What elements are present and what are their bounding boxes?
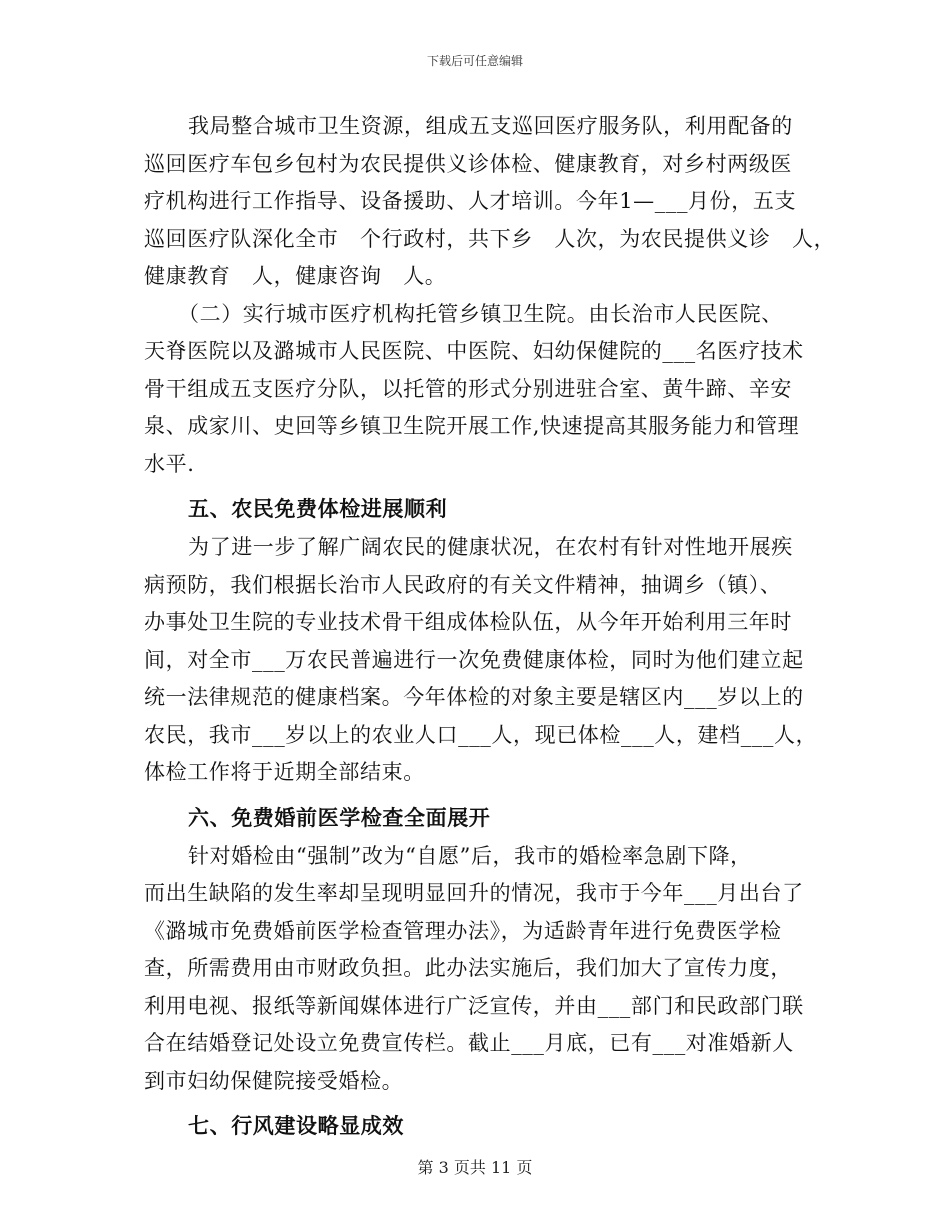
text-line: 间，对全市___万农民普遍进行一次免费健康体检，同时为他们建立起 — [144, 647, 804, 672]
text-line: 统一法律规范的健康档案。今年体检的对象主要是辖区内___岁以上的 — [144, 685, 804, 709]
paragraph-premarital-exams — [144, 838, 824, 1101]
text-line: 体检工作将于近期全部结束。 — [144, 760, 425, 784]
text-line: 而出生缺陷的发生率却呈现明显回升的情况，我市于今年___月出台了 — [144, 881, 804, 905]
text-line: 骨干组成五支医疗分队，以托管的形式分别进驻合室、黄牛蹄、辛安 — [144, 376, 792, 401]
text-line: 合在结婚登记处设立免费宣传栏。截止___月底，已有___对准婚新人 — [144, 1031, 794, 1055]
section-heading-5: 五、农民免费体检进展顺利 — [188, 496, 448, 521]
text-line: 水平. — [144, 451, 195, 476]
section-heading-6: 六、免费婚前医学检查全面展开 — [188, 804, 491, 830]
paragraph-hospital-trusteeship — [144, 296, 824, 484]
paragraph-free-checkups — [144, 529, 824, 792]
paragraph-rural-medical-teams — [144, 108, 836, 296]
text-line: 《潞城市免费婚前医学检查管理办法》，为适龄青年进行免费医学检 — [144, 918, 782, 943]
text-line: 天脊医院以及潞城市人民医院、中医院、妇幼保健院的___名医疗技术 — [144, 339, 804, 363]
text-line: 针对婚检由“强制”改为“自愿”后，我市的婚检率急剧下降， — [188, 843, 752, 868]
text-line: 办事处卫生院的专业技术骨干组成体检队伍，从今年开始利用三年时 — [144, 610, 792, 634]
text-line: 病预防，我们根据长治市人民政府的有关文件精神，抽调乡（镇）、 — [144, 572, 782, 597]
text-line: 查，所需费用由市财政负担。此办法实施后，我们加大了宣传力度， — [144, 956, 792, 980]
text-line: 利用电视、报纸等新闻媒体进行广泛宣传，并由___部门和民政部门联 — [144, 993, 804, 1018]
page-header: 下载后可任意编辑 — [426, 54, 523, 68]
text-line: 巡回医疗车包乡包村为农民提供义诊体检、健康教育，对乡村两级医 — [144, 151, 792, 176]
page-footer: 第 3 页共 11 页 — [417, 1158, 533, 1177]
text-line: 为了进一步了解广阔农民的健康状况，在农村有针对性地开展疾 — [188, 535, 793, 559]
text-line: 巡回医疗队深化全市 个行政村，共下乡 人次，为农民提供义诊 人， — [144, 226, 836, 251]
text-line: 我局整合城市卫生资源，组成五支巡回医疗服务队，利用配备的 — [188, 114, 793, 138]
document-body — [144, 108, 836, 1146]
text-line: 到市妇幼保健院接受婚检。 — [144, 1068, 404, 1093]
text-line: 泉、成家川、史回等乡镇卫生院开展工作,快速提高其服务能力和管理 — [144, 414, 800, 438]
text-line: （二）实行城市医疗机构托管乡镇卫生院。由长治市人民医院、 — [178, 301, 783, 326]
section-heading-7: 七、行风建设略显成效 — [188, 1113, 404, 1138]
text-line: 健康教育 人，健康咨询 人。 — [144, 264, 447, 288]
text-line: 农民，我市___岁以上的农业人口___人，现已体检___人，建档___人， — [144, 722, 818, 747]
text-line: 疗机构进行工作指导、设备援助、人才培训。今年1—___月份，五支 — [144, 189, 797, 213]
